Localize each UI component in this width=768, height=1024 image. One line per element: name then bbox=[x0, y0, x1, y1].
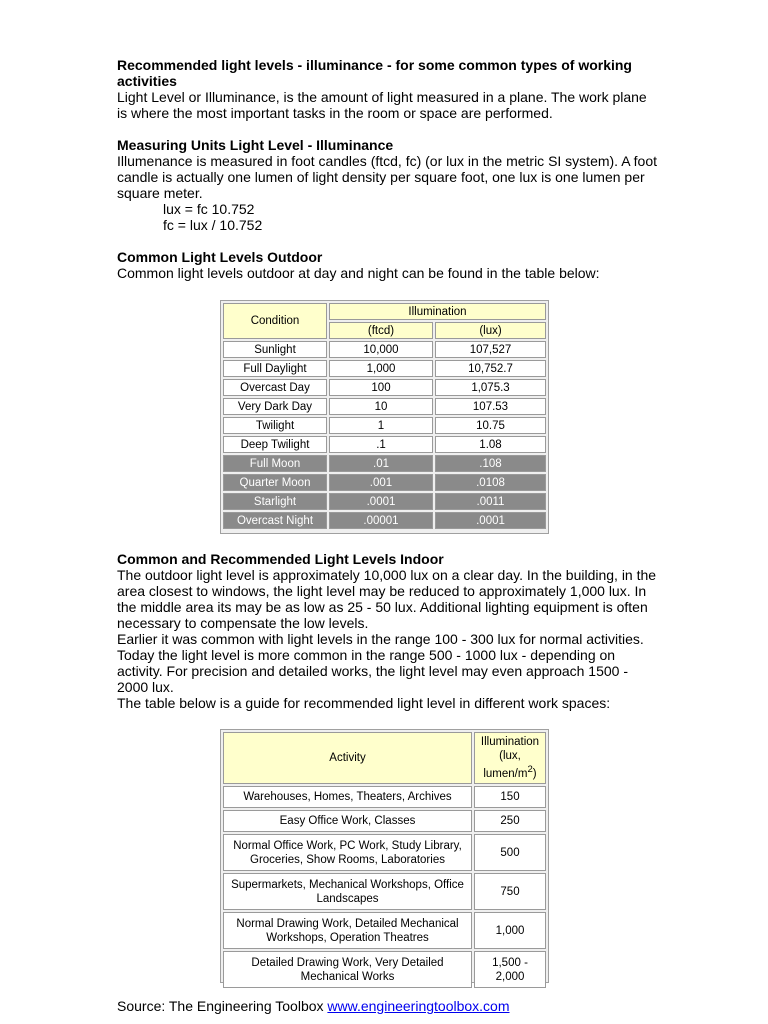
outdoor-cell-ftcd: .1 bbox=[329, 436, 433, 453]
outdoor-cell-lux: 107.53 bbox=[435, 398, 546, 415]
header-illum-end: ) bbox=[532, 767, 537, 780]
intro-text: Light Level or Illuminance, is the amount of light measured in a plane. The work plane is where the most important tasks in the room or space are performed. bbox=[117, 89, 647, 121]
outdoor-cell-ftcd: .01 bbox=[329, 455, 433, 472]
outdoor-cell-ftcd: .00001 bbox=[329, 512, 433, 529]
indoor-cell-lux: 500 bbox=[474, 834, 546, 871]
document-body bbox=[117, 57, 657, 281]
header-illum-line1: Illumination bbox=[480, 736, 540, 749]
outdoor-cell-condition: Sunlight bbox=[223, 341, 327, 358]
outdoor-table-row bbox=[223, 341, 546, 358]
outdoor-table-row bbox=[223, 360, 546, 377]
indoor-table-row bbox=[223, 912, 546, 949]
outdoor-table-row bbox=[223, 417, 546, 434]
outdoor-cell-condition: Deep Twilight bbox=[223, 436, 327, 453]
indoor-section bbox=[117, 551, 657, 711]
indoor-cell-activity: Normal Office Work, PC Work, Study Library, Groceries, Show Rooms, Laboratories bbox=[223, 834, 472, 871]
outdoor-cell-ftcd: .0001 bbox=[329, 493, 433, 510]
outdoor-cell-condition: Overcast Day bbox=[223, 379, 327, 396]
header-illum-line2: (lux, bbox=[499, 750, 521, 763]
units-text: Illumenance is measured in foot candles (ftcd, fc) (or lux in the metric SI system). A foot candle is actually one lumen of light density per square foot, one lux is one lumen per square meter. bbox=[117, 153, 657, 201]
outdoor-cell-condition: Quarter Moon bbox=[223, 474, 327, 491]
outdoor-cell-lux: 10.75 bbox=[435, 417, 546, 434]
indoor-paragraph-1: The outdoor light level is approximately 10,000 lux on a clear day. In the building, in the area closest to windows, the light level may be reduced to approximately 1,000 lux. In the middle area its may be as low as 25 - 50 lux. Additional lighting equipment is often necessary to compensate the low levels. bbox=[117, 567, 657, 631]
outdoor-cell-lux: 10,752.7 bbox=[435, 360, 546, 377]
header-illum-line3: lumen/m bbox=[483, 767, 528, 780]
indoor-cell-activity: Easy Office Work, Classes bbox=[223, 810, 472, 832]
outdoor-table-row bbox=[223, 474, 546, 491]
units-title: Measuring Units Light Level - Illuminance bbox=[117, 137, 394, 153]
outdoor-table-row bbox=[223, 493, 546, 510]
outdoor-cell-condition: Starlight bbox=[223, 493, 327, 510]
header-illum-sup: 2 bbox=[527, 764, 533, 776]
indoor-cell-activity: Supermarkets, Mechanical Workshops, Office Landscapes bbox=[223, 873, 472, 910]
header-illumination: Illumination bbox=[329, 303, 546, 320]
indoor-cell-activity: Detailed Drawing Work, Very Detailed Mechanical Works bbox=[223, 951, 472, 988]
outdoor-cell-ftcd: .001 bbox=[329, 474, 433, 491]
outdoor-table-row bbox=[223, 436, 546, 453]
outdoor-cell-lux: .108 bbox=[435, 455, 546, 472]
indoor-cell-lux: 250 bbox=[474, 810, 546, 832]
outdoor-table-row bbox=[223, 398, 546, 415]
outdoor-light-table bbox=[221, 301, 548, 531]
indoor-table-row bbox=[223, 810, 546, 832]
formula-lux: lux = fc 10.752 bbox=[163, 201, 255, 217]
indoor-cell-lux: 1,000 bbox=[474, 912, 546, 949]
outdoor-cell-lux: 1,075.3 bbox=[435, 379, 546, 396]
indoor-table-row bbox=[223, 786, 546, 808]
outdoor-cell-condition: Twilight bbox=[223, 417, 327, 434]
outdoor-table-row bbox=[223, 379, 546, 396]
outdoor-cell-lux: .0011 bbox=[435, 493, 546, 510]
outdoor-cell-ftcd: 10 bbox=[329, 398, 433, 415]
outdoor-table-row bbox=[223, 512, 546, 529]
indoor-light-table bbox=[221, 730, 548, 990]
header-condition: Condition bbox=[223, 303, 327, 339]
indoor-table-row bbox=[223, 951, 546, 988]
outdoor-cell-ftcd: 1 bbox=[329, 417, 433, 434]
indoor-paragraph-2: Earlier it was common with light levels in the range 100 - 300 lux for normal activities. Today the light level is more common in the range 500 - 1000 lux - depending on activity. For precision and detailed works, the light level may even approach 1500 - 2000 lux. bbox=[117, 631, 644, 695]
outdoor-title: Common Light Levels Outdoor bbox=[117, 249, 323, 265]
header-activity: Activity bbox=[223, 732, 472, 784]
header-lux: (lux) bbox=[435, 322, 546, 339]
source-line bbox=[117, 998, 510, 1014]
source-label: Source: The Engineering Toolbox bbox=[117, 998, 324, 1014]
header-ftcd: (ftcd) bbox=[329, 322, 433, 339]
outdoor-cell-condition: Full Moon bbox=[223, 455, 327, 472]
indoor-table-row bbox=[223, 873, 546, 910]
indoor-cell-lux: 750 bbox=[474, 873, 546, 910]
outdoor-cell-condition: Full Daylight bbox=[223, 360, 327, 377]
indoor-paragraph-3: The table below is a guide for recommended light level in different work spaces: bbox=[117, 695, 611, 711]
intro-title: Recommended light levels - illuminance - for some common types of working activities bbox=[117, 57, 632, 89]
indoor-cell-lux: 150 bbox=[474, 786, 546, 808]
indoor-cell-activity: Warehouses, Homes, Theaters, Archives bbox=[223, 786, 472, 808]
outdoor-cell-lux: 1.08 bbox=[435, 436, 546, 453]
formula-fc: fc = lux / 10.752 bbox=[163, 217, 263, 233]
outdoor-cell-ftcd: 100 bbox=[329, 379, 433, 396]
outdoor-cell-lux: 107,527 bbox=[435, 341, 546, 358]
indoor-table-row bbox=[223, 834, 546, 871]
outdoor-text: Common light levels outdoor at day and night can be found in the table below: bbox=[117, 265, 600, 281]
indoor-cell-activity: Normal Drawing Work, Detailed Mechanical Workshops, Operation Theatres bbox=[223, 912, 472, 949]
header-illumination-lux bbox=[474, 732, 546, 784]
outdoor-cell-ftcd: 1,000 bbox=[329, 360, 433, 377]
outdoor-cell-ftcd: 10,000 bbox=[329, 341, 433, 358]
source-link[interactable]: www.engineeringtoolbox.com bbox=[327, 998, 510, 1014]
outdoor-cell-lux: .0001 bbox=[435, 512, 546, 529]
indoor-title: Common and Recommended Light Levels Indoor bbox=[117, 551, 444, 567]
outdoor-cell-condition: Very Dark Day bbox=[223, 398, 327, 415]
outdoor-table-row bbox=[223, 455, 546, 472]
indoor-cell-lux: 1,500 - 2,000 bbox=[474, 951, 546, 988]
indoor-table-frame bbox=[220, 729, 549, 983]
outdoor-cell-lux: .0108 bbox=[435, 474, 546, 491]
outdoor-cell-condition: Overcast Night bbox=[223, 512, 327, 529]
outdoor-table-frame bbox=[220, 300, 549, 534]
